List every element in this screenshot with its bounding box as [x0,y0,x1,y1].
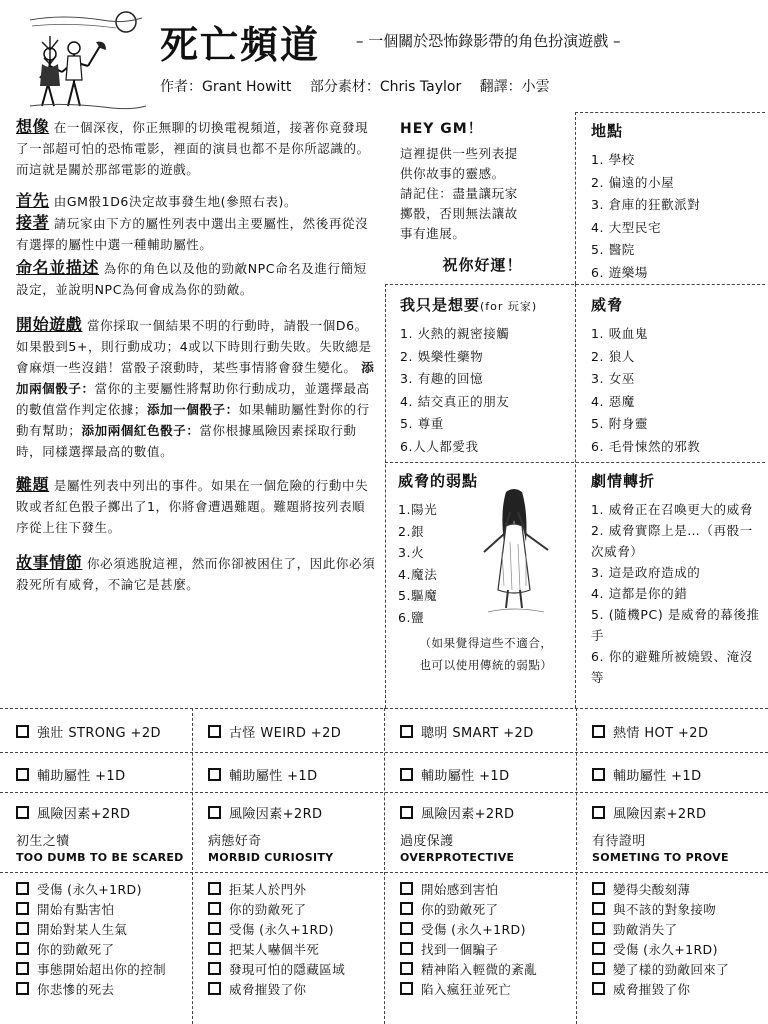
aux-hot-checkbox[interactable]: 輔助屬性 +1D [592,765,702,784]
list-item: 4. 惡魔 [591,393,635,409]
risk-name-en: SOMETING TO PROVE [592,851,729,864]
page-subtitle: – 一個關於恐怖錄影帶的角色扮演遊戲 – [356,32,621,50]
wants-table [400,294,572,458]
weakness-note-line: （如果覺得這些不適合， [419,636,553,650]
text-two-dice: 當你的主要屬性將幫助你行動成功，並選擇最高的數值當作判定依據； [16,381,370,417]
gm-note-line: 請記住：盡量讓玩家 [400,186,518,201]
page-title: 死亡頻道 [160,23,321,67]
keyword-problem: 難題 [16,475,50,494]
list-item: 2. 偏遠的小屋 [591,174,675,190]
intro-column [16,116,376,595]
risk-name-en: TOO DUMB TO BE SCARED [16,851,184,864]
wants-list [400,323,572,458]
condition-checkbox[interactable]: 威脅摧毀了你 [592,980,760,1000]
text-plot: 你必須逃脫這裡，然而你卻被困住了，因此你必須殺死所有威脅，不論它是甚麼。 [16,556,376,592]
risk-smart-checkbox[interactable]: 風險因素+2RD [400,803,514,822]
conditions-strong [16,880,186,1000]
weakness-note-line: 也可以使用傳統的弱點） [419,658,553,672]
stat-strong-checkbox[interactable]: 強壯 STRONG +2D [16,722,161,741]
twists-title: 劇情轉折 [591,472,656,490]
intro-plot [16,552,376,595]
grid-col-1 [192,708,193,1024]
threats-title: 威脅 [591,296,624,314]
condition-checkbox[interactable]: 受傷 (永久+1RD) [208,920,376,940]
risk-name-cn: 過度保護 [400,834,454,849]
text-next: 請玩家由下方的屬性列表中選出主要屬性，然後再從沒有選擇的屬性中選一種輔助屬性。 [16,216,369,252]
gm-note-line: 供你故事的靈感。 [400,166,505,181]
intro-first [16,190,376,212]
bold-one-die: 添加一個骰子： [147,402,239,417]
bold-red-dice: 添加兩個紅色骰子： [81,423,200,438]
list-item: 6.鹽 [398,609,425,625]
list-item: 4. 這都是你的錯 [591,586,688,601]
condition-checkbox[interactable]: 受傷 (永久+1RD) [16,880,186,900]
grid-col-2 [384,708,385,1024]
stat-smart-checkbox[interactable]: 聰明 SMART +2D [400,722,534,741]
list-item: 5.驅魔 [398,588,438,603]
condition-checkbox[interactable]: 你的勁敵死了 [208,900,376,920]
intro-name [16,257,376,300]
condition-checkbox[interactable]: 威脅摧毀了你 [208,980,376,1000]
aux-weird-checkbox[interactable]: 輔助屬性 +1D [208,765,318,784]
conditions-weird [208,880,376,1000]
risk-name-en: OVERPROTECTIVE [400,851,515,864]
intro-problem [16,474,376,538]
condition-checkbox[interactable]: 你的勁敵死了 [16,940,186,960]
condition-checkbox[interactable]: 你的勁敵死了 [400,900,568,920]
risk-name-cn: 病態好奇 [208,834,262,849]
condition-checkbox[interactable]: 開始有點害怕 [16,900,186,920]
aux-strong-checkbox[interactable]: 輔助屬性 +1D [16,765,126,784]
intro-start [16,314,376,462]
wants-title [400,294,572,315]
threats-table [591,294,761,458]
list-item: 6. 你的避難所被燒毀、淹沒等 [591,649,753,685]
list-item: 6. 遊樂場 [591,264,648,280]
list-item: 3. 女巫 [591,371,635,386]
divider-top-right [575,112,765,113]
weakness-note [398,632,574,676]
condition-checkbox[interactable]: 變得尖酸刻薄 [592,880,760,900]
list-item: 5. 附身靈 [591,416,648,431]
divider-left-tables [385,284,386,708]
list-item: 6. 毛骨悚然的邪教 [591,438,701,454]
list-item: 1. 威脅正在召喚更大的威脅 [591,502,753,517]
wants-title-text: 我只是想要 [400,296,481,314]
list-item: 2. 狼人 [591,348,635,364]
intro-imagine [16,116,376,180]
wants-title-note: (for 玩家) [480,300,538,313]
gm-note-heading: HEY GM！ [400,121,483,137]
stat-weird-checkbox[interactable]: 古怪 WEIRD +2D [208,722,341,741]
keyword-imagine: 想像 [16,117,50,136]
condition-checkbox[interactable]: 找到一個騙子 [400,940,568,960]
keyword-first: 首先 [16,191,50,210]
risk-hot-checkbox[interactable]: 風險因素+2RD [592,803,706,822]
divider-row2 [385,462,765,463]
list-item: 1. 火熱的親密接觸 [400,326,510,341]
risk-weird-checkbox[interactable]: 風險因素+2RD [208,803,322,822]
gm-note-body [400,144,565,244]
risk-name-en: MORBID CURIOSITY [208,851,334,864]
grid-col-3 [576,708,577,1024]
keyword-start: 開始遊戲 [16,315,83,334]
condition-checkbox[interactable]: 受傷 (永久+1RD) [592,940,760,960]
conditions-smart [400,880,568,1000]
condition-checkbox[interactable]: 與不該的對象接吻 [592,900,760,920]
header-illustration [22,6,150,110]
condition-checkbox[interactable]: 事態開始超出你的控制 [16,960,186,980]
condition-checkbox[interactable]: 把某人嚇個半死 [208,940,376,960]
condition-checkbox[interactable]: 精神陷入輕微的紊亂 [400,960,568,980]
condition-checkbox[interactable]: 受傷 (永久+1RD) [400,920,568,940]
credits-line: 作者：Grant Howitt 部分素材：Chris Taylor 翻譯：小雲 [160,79,550,95]
threats-list [591,323,761,458]
keyword-next: 接著 [16,213,50,232]
twists-list [591,499,763,688]
condition-checkbox[interactable]: 發現可怕的隱藏區域 [208,960,376,980]
locations-title: 地點 [591,122,624,140]
conditions-hot [592,880,760,1000]
text-one-die: 如果輔助屬性對你的行動有幫助； [16,402,370,438]
condition-checkbox[interactable]: 開始對某人生氣 [16,920,186,940]
gm-note-luck: 祝你好運！ [442,256,523,274]
list-item: 5. 醫院 [591,242,635,257]
text-imagine: 在一個深夜，你正無聊的切換電視頻道，接著你竟發現了一部超可怕的恐怖電影，裡面的演員也都不是你所認識的。而這就是關於那部電影的遊戲。 [16,120,370,177]
list-item: 2.銀 [398,523,425,539]
condition-checkbox[interactable]: 拒某人於門外 [208,880,376,900]
weakness-title: 威脅的弱點 [398,472,479,490]
list-item: 4. 大型民宅 [591,219,662,235]
text-first: 由GM骰1D6決定故事發生地(參照右表)。 [53,194,298,209]
list-item: 1.陽光 [398,502,438,517]
list-item: 3. 這是政府造成的 [591,565,701,580]
condition-checkbox[interactable]: 你悲慘的死去 [16,980,186,1000]
gm-note-line: 擲骰，否則無法讓故 [400,206,518,221]
risk-name-cn: 初生之犢 [16,834,70,849]
list-item: 3. 有趣的回憶 [400,371,484,386]
aux-smart-checkbox[interactable]: 輔助屬性 +1D [400,765,510,784]
stat-hot-checkbox[interactable]: 熱情 HOT +2D [592,722,708,741]
ghost-girl-illustration [458,482,568,617]
list-item: 5. (隨機PC) 是威脅的幕後推手 [591,607,760,643]
condition-checkbox[interactable]: 勁敵消失了 [592,920,760,940]
list-item: 3.火 [398,545,425,560]
gm-note [400,118,565,275]
gm-note-line: 事有進展。 [400,226,466,241]
list-item: 1. 學校 [591,152,635,167]
condition-checkbox[interactable]: 陷入瘋狂並死亡 [400,980,568,1000]
divider-locations-left [575,112,576,284]
list-item: 4. 結交真正的朋友 [400,393,510,409]
twists-table [591,470,763,688]
text-red-dice: 當你根據風險因素採取行動時，同樣選擇最高的數值。 [16,423,357,459]
list-item: 1. 吸血鬼 [591,326,648,341]
list-item: 2. 娛樂性藥物 [400,348,484,364]
risk-strong-checkbox[interactable]: 風險因素+2RD [16,803,130,822]
list-item: 5. 尊重 [400,416,444,431]
condition-checkbox[interactable]: 開始感到害怕 [400,880,568,900]
locations-table [591,120,761,284]
list-item: 2. 威脅實際上是…（再骰一次威脅） [591,523,753,559]
keyword-name: 命名並描述 [16,258,100,277]
list-item: 6.人人都愛我 [400,438,479,454]
text-start: 當你採取一個結果不明的行動時，請骰一個D6。如果骰到5+，則行動成功；4或以下時則行動失敗。失敗總是會麻煩一些沒錯！當骰子滾動時，某些事情將會發生變化。 [16,318,372,375]
text-name: 為你的角色以及他的勁敵NPC命名及進行簡短設定，並說明NPC為何會成為你的勁敵。 [16,261,367,297]
intro-next [16,212,376,255]
keyword-plot: 故事情節 [16,553,83,572]
condition-checkbox[interactable]: 變了樣的勁敵回來了 [592,960,760,980]
gm-note-line: 這裡提供一些列表提 [400,146,518,161]
risk-name-cn: 有待證明 [592,834,646,849]
divider-mid-tables [575,284,576,708]
list-item: 3. 倉庫的狂歡派對 [591,197,701,212]
locations-list [591,149,761,284]
text-problem: 是屬性列表中列出的事件。如果在一個危險的行動中失敗或者紅色骰子擲出了1，你將會遭遇難題。難題將按列表順序從上往下發生。 [16,478,369,535]
list-item: 4.魔法 [398,566,438,582]
bold-two-dice: 添加兩個骰子： [16,360,375,396]
